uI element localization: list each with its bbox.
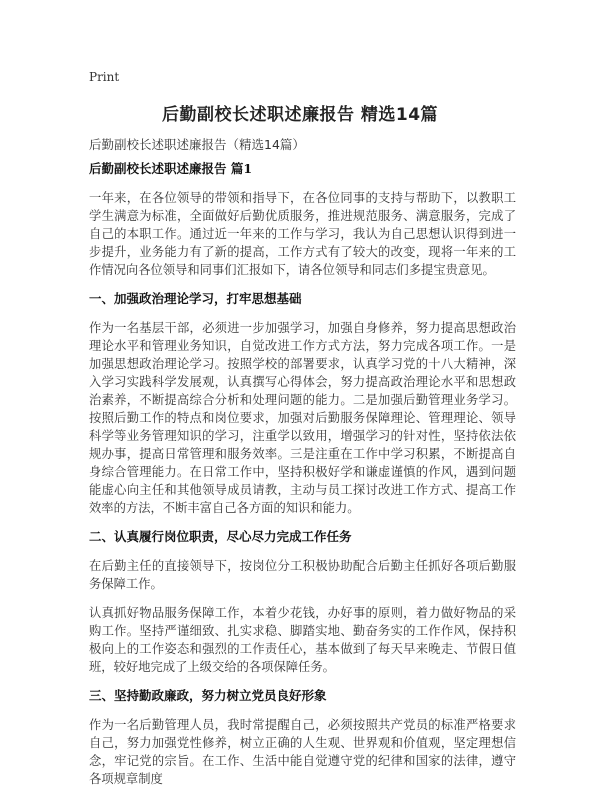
paragraph-4: 作为一名后勤管理人员，我时常提醒自己，必须按照共产党员的标准严格要求自己，努力加强党性修养，树立正确的人生观、世界观和价值观，坚定理想信念，牢记党的宗旨。在工作、生活中能自觉遵守党的纪律和国家的法律，遵守各项规章制度: [89, 718, 516, 786]
paragraph-2: 在后勤主任的直接领导下，按岗位分工积极协助配合后勤主任抓好各项后勤服务保障工作。: [89, 559, 516, 591]
intro-paragraph: 一年来，在各位领导的带领和指导下，在各位同事的支持与帮助下，以教职工学生满意为标准，全面做好后勤优质服务，推进规范服务、满意服务，完成了自己的本职工作。通过近一年来的工作与学习，我认为自己思想认识得到进一步提升，业务能力有了新的提高，工作方式有了较大的改变，现将一年来的工作情况向各位领导和同事们汇报如下，请各位领导和同志们多提宝贵意见。: [89, 191, 516, 277]
print-link[interactable]: Print: [89, 70, 120, 84]
document-body: [89, 160, 516, 799]
document-title: 后勤副校长述职述廉报告 精选14篇: [161, 105, 439, 125]
section-title: 后勤副校长述职述廉报告 篇1: [89, 161, 253, 176]
heading-2: 二、认真履行岗位职责，尽心尽力完成工作任务: [89, 529, 352, 544]
paragraph-1: 作为一名基层干部，必须进一步加强学习，加强自身修养，努力提高思想政治理论水平和管理业务知识，自觉改进工作方式方法，努力完成各项工作。一是加强思想政治理论学习。按照学校的部署要求，认真学习党的十八大精神，深入学习实践科学发展观，认真撰写心得体会，努力提高政治理论水平和思想政治素养，不断提高综合分析和处理问题的能力。二是加强后勤管理业务学习。按照后勤工作的特点和岗位要求，加强对后勤服务保障理论、管理理论、领导科学等业务管理知识的学习，注重学以致用，增强学习的针对性，坚持依法依规办事，提高日常管理和服务效率。三是注重在工作中学习积累，不断提高自身综合管理能力。在日常工作中，坚持积极好学和谦虚谨慎的作风，遇到问题能虚心向主任和其他领导成员请教，主动与员工探讨改进工作方式、提高工作效率的方法，不断丰富自己各方面的知识和能力。: [89, 321, 516, 515]
document-subtitle: 后勤副校长述职述廉报告（精选14篇）: [89, 137, 305, 152]
heading-3: 三、坚持勤政廉政，努力树立党员良好形象: [89, 688, 327, 703]
heading-1: 一、加强政治理论学习，打牢思想基础: [89, 291, 302, 306]
paragraph-3: 认真抓好物品服务保障工作，本着少花钱，办好事的原则，着力做好物品的采购工作。坚持严谨细致、扎实求稳、脚踏实地、勤奋务实的工作作风，保持积极向上的工作姿态和强烈的工作责任心，基本做到了每天早来晚走、节假日值班，较好地完成了上级交给的各项保障任务。: [89, 606, 516, 674]
